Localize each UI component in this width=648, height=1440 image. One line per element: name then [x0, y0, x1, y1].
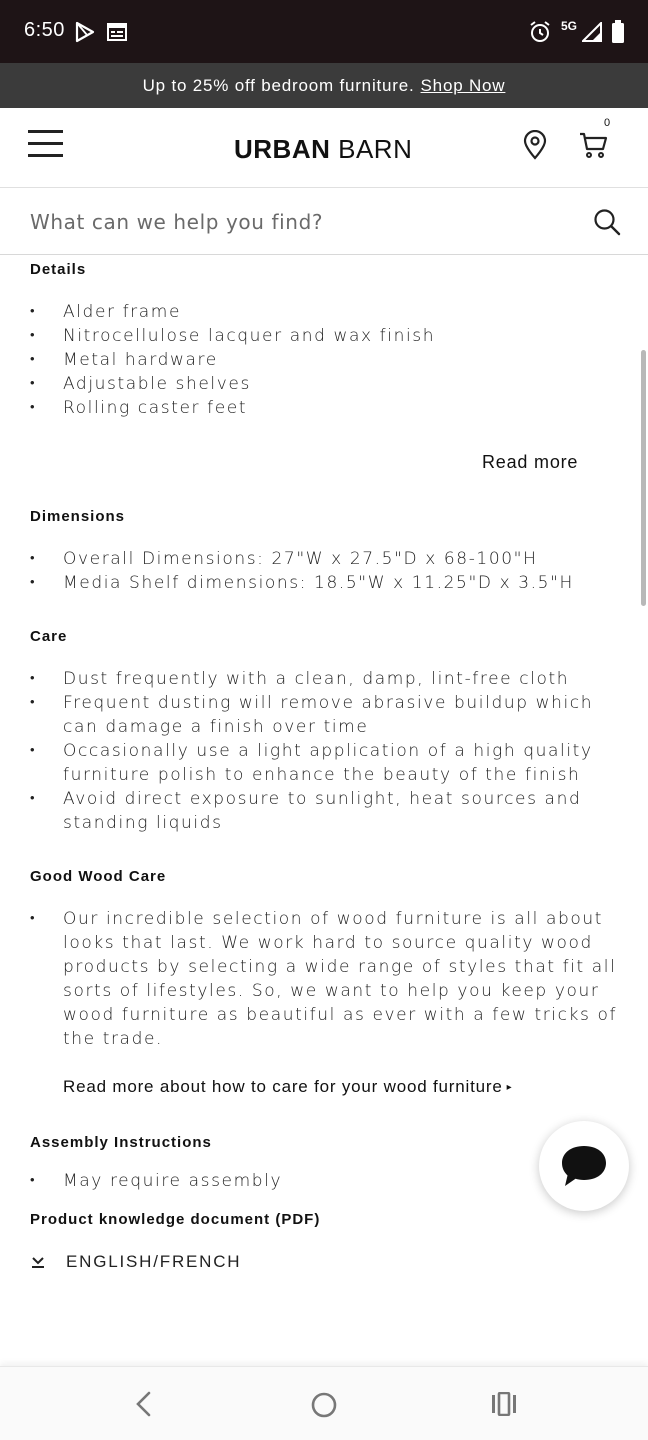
list-item: • Adjustable shelves: [30, 372, 630, 396]
site-header: [0, 108, 648, 188]
list-item: • Frequent dusting will remove abrasive buildup which can damage a finish over time: [30, 691, 630, 739]
pdf-title: Product knowledge document (PDF): [30, 1211, 321, 1228]
chat-button[interactable]: [539, 1121, 629, 1211]
dimensions-list: [30, 547, 630, 595]
signal-icon: [582, 22, 602, 42]
alarm-icon: [528, 20, 552, 44]
scrollbar[interactable]: [641, 350, 646, 606]
list-item: • Overall Dimensions: 27"W x 27.5"D x 68-100"H: [30, 547, 630, 571]
menu-button[interactable]: [28, 130, 64, 160]
menu-bar-icon: [28, 154, 63, 157]
details-title: Details: [30, 261, 87, 278]
pdf-download-label: ENGLISH/FRENCH: [66, 1252, 242, 1271]
battery-icon: [611, 20, 625, 44]
list-item: • Avoid direct exposure to sunlight, heat sources and standing liquids: [30, 787, 630, 835]
promo-banner: [0, 63, 648, 108]
chat-bubble-icon: [559, 1143, 609, 1189]
wood-care-link[interactable]: [63, 1077, 512, 1097]
home-icon[interactable]: [310, 1391, 338, 1419]
arrow-right-icon: ▸: [506, 1082, 513, 1093]
download-icon: [30, 1254, 46, 1270]
wood-care-link-label: Read more about how to care for your wood furniture: [63, 1077, 503, 1096]
menu-bar-icon: [28, 142, 63, 145]
logo-part2: BARN: [338, 134, 413, 164]
list-item: • Alder frame: [30, 300, 630, 324]
list-item: • Media Shelf dimensions: 18.5"W x 11.25"D x 3.5"H: [30, 571, 630, 595]
status-time: 6:50: [24, 19, 65, 41]
shop-now-link[interactable]: Shop Now: [420, 75, 506, 95]
details-list: [30, 300, 630, 420]
search-bar: [0, 188, 648, 255]
network-label: 5G: [561, 19, 578, 33]
list-item: • Dust frequently with a clean, damp, lint-free cloth: [30, 667, 630, 691]
care-list: [30, 667, 630, 835]
search-icon[interactable]: [593, 208, 621, 236]
cart-icon[interactable]: [578, 130, 608, 160]
list-item: • Metal hardware: [30, 348, 630, 372]
list-item: • Rolling caster feet: [30, 396, 630, 420]
care-title: Care: [30, 628, 68, 645]
site-logo[interactable]: [234, 134, 412, 165]
list-item: • May require assembly: [30, 1169, 630, 1193]
search-input[interactable]: [30, 206, 570, 238]
system-nav-bar: [0, 1366, 648, 1440]
menu-bar-icon: [28, 130, 63, 133]
status-bar: [0, 0, 648, 63]
logo-part1: URBAN: [234, 134, 331, 164]
list-item: • Nitrocellulose lacquer and wax finish: [30, 324, 630, 348]
dimensions-title: Dimensions: [30, 508, 126, 525]
play-store-icon: [74, 21, 96, 43]
wood-care-title: Good Wood Care: [30, 868, 167, 885]
recent-apps-icon[interactable]: [490, 1392, 518, 1416]
list-item: • Occasionally use a light application of a high quality furniture polish to enhance the beauty of the finish: [30, 739, 630, 787]
assembly-title: Assembly Instructions: [30, 1134, 212, 1151]
list-item: • Our incredible selection of wood furniture is all about looks that last. We work hard to source quality wood products by selecting a wide range of styles that fit all sorts of lifestyles. So, we want to help you keep your wood furniture as beautiful as ever with a few tricks of the trade.: [30, 907, 630, 1051]
wood-care-list: [30, 907, 630, 1051]
cart-count: 0: [604, 117, 611, 129]
pdf-download-link[interactable]: [30, 1252, 241, 1272]
store-locator-icon[interactable]: [522, 130, 548, 160]
read-more-button[interactable]: Read more: [482, 452, 579, 472]
calendar-icon: [106, 21, 128, 43]
product-details: [0, 255, 648, 1365]
back-icon[interactable]: [132, 1391, 156, 1417]
promo-text: Up to 25% off bedroom furniture.: [142, 75, 415, 95]
